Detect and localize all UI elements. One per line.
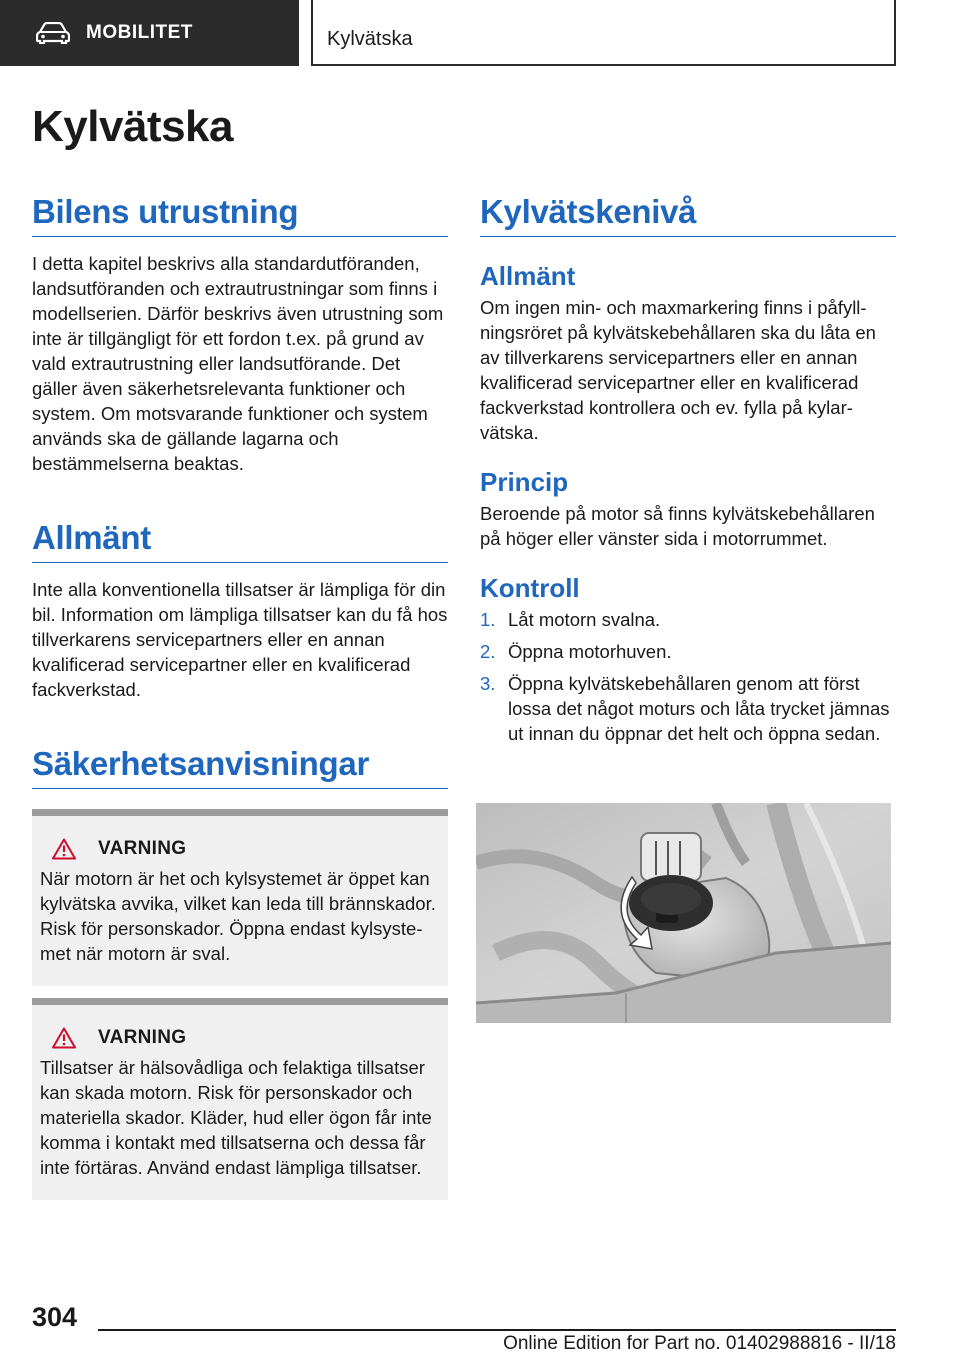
warning-text: Tillsatser är hälsovådliga och felaktiga tillsatser kan skada motorn. Risk för personskador och materiella skador. Kläder, hud eller ögon får inte komma i kontakt med tillsatserna och dessa får inte förtäras. Använd endast lämpliga tillsatser.: [40, 1057, 432, 1178]
list-item: 1. Låt motorn svalna.: [480, 609, 661, 630]
warning-label: VARNING: [98, 838, 187, 859]
page-title: Kylvätska: [32, 102, 233, 151]
heading-coolant-level: Kylvätskenivå: [480, 190, 896, 237]
coolant-reservoir-illustration: [476, 803, 891, 1023]
warning-box-2: [32, 998, 448, 1200]
section-tab[interactable]: [0, 0, 299, 66]
general-text: Inte alla konventionella tillsatser är lämpliga för din bil. Information om lämpliga tillsatser kan du få hos tillverkarens servicepartners eller en annan kvalificerad servicepartner eller en kvalificerad fackverkstad.: [32, 579, 448, 700]
warning-triangle-icon: [52, 838, 76, 860]
list-item: 2. Öppna motorhuven.: [480, 641, 672, 662]
warning-text: När motorn är het och kylsystemet är öppet kan kylvätska avvika, vilket kan leda till brännskador. Risk för personskador. Öppna endast kylsystemet när motorn är sval.: [40, 868, 436, 964]
chapter-header: [311, 0, 896, 66]
warning-triangle-icon: [52, 1027, 76, 1049]
coolant-general-text: Om ingen min- och maxmarkering finns i påfyllningsröret på kylvätskebehållaren ska du låta en av tillverkarens servicepartners eller en annan kvalificerad servicepartner eller en kvalificerad fackverkstad kontrollera och ev. fylla på kylarvätska.: [480, 297, 876, 443]
car-icon: [36, 22, 70, 44]
subheading-check: Kontroll: [480, 573, 580, 603]
footer-divider: [98, 1329, 896, 1331]
warning-label: VARNING: [98, 1027, 187, 1048]
subheading-general: Allmänt: [480, 261, 576, 291]
page-number: 304: [32, 1302, 78, 1332]
right-column: [480, 190, 896, 753]
warning-box-1: [32, 809, 448, 986]
subheading-principle: Princip: [480, 467, 569, 497]
list-item: 3. Öppna kylvätskebehållaren genom att först lossa det något moturs och låta trycket jämnas ut innan du öppnar det helt och öppna sedan.: [480, 673, 890, 744]
equipment-text: I detta kapitel beskrivs alla standardutföranden, landsutföranden och extrautrustningar som finns i modellserien. Därför beskrivs även utrustning som inte är tillgängligt för ett fordon t.ex. på grund av vald extrautrustning eller landsutförande. Det gäller även säkerhetsrelevanta funktioner och system. Om motsvarande funktioner och system används ska de gällande lagarna och bestämmelserna beaktas.: [32, 253, 444, 474]
left-column: [32, 190, 448, 1200]
heading-general: Allmänt: [32, 516, 448, 563]
heading-safety: Säkerhetsanvisningar: [32, 742, 448, 789]
chapter-title: Kylvätska: [327, 28, 413, 50]
principle-text: Beroende på motor så finns kylvätskebehållaren på höger eller vänster sida i motorrummet.: [480, 503, 875, 549]
check-steps: [480, 607, 896, 746]
edition-footer: Online Edition for Part no. 01402988816 - II/18: [503, 1333, 896, 1354]
heading-equipment: Bilens utrustning: [32, 190, 448, 237]
section-tab-label: MOBILITET: [86, 22, 193, 43]
